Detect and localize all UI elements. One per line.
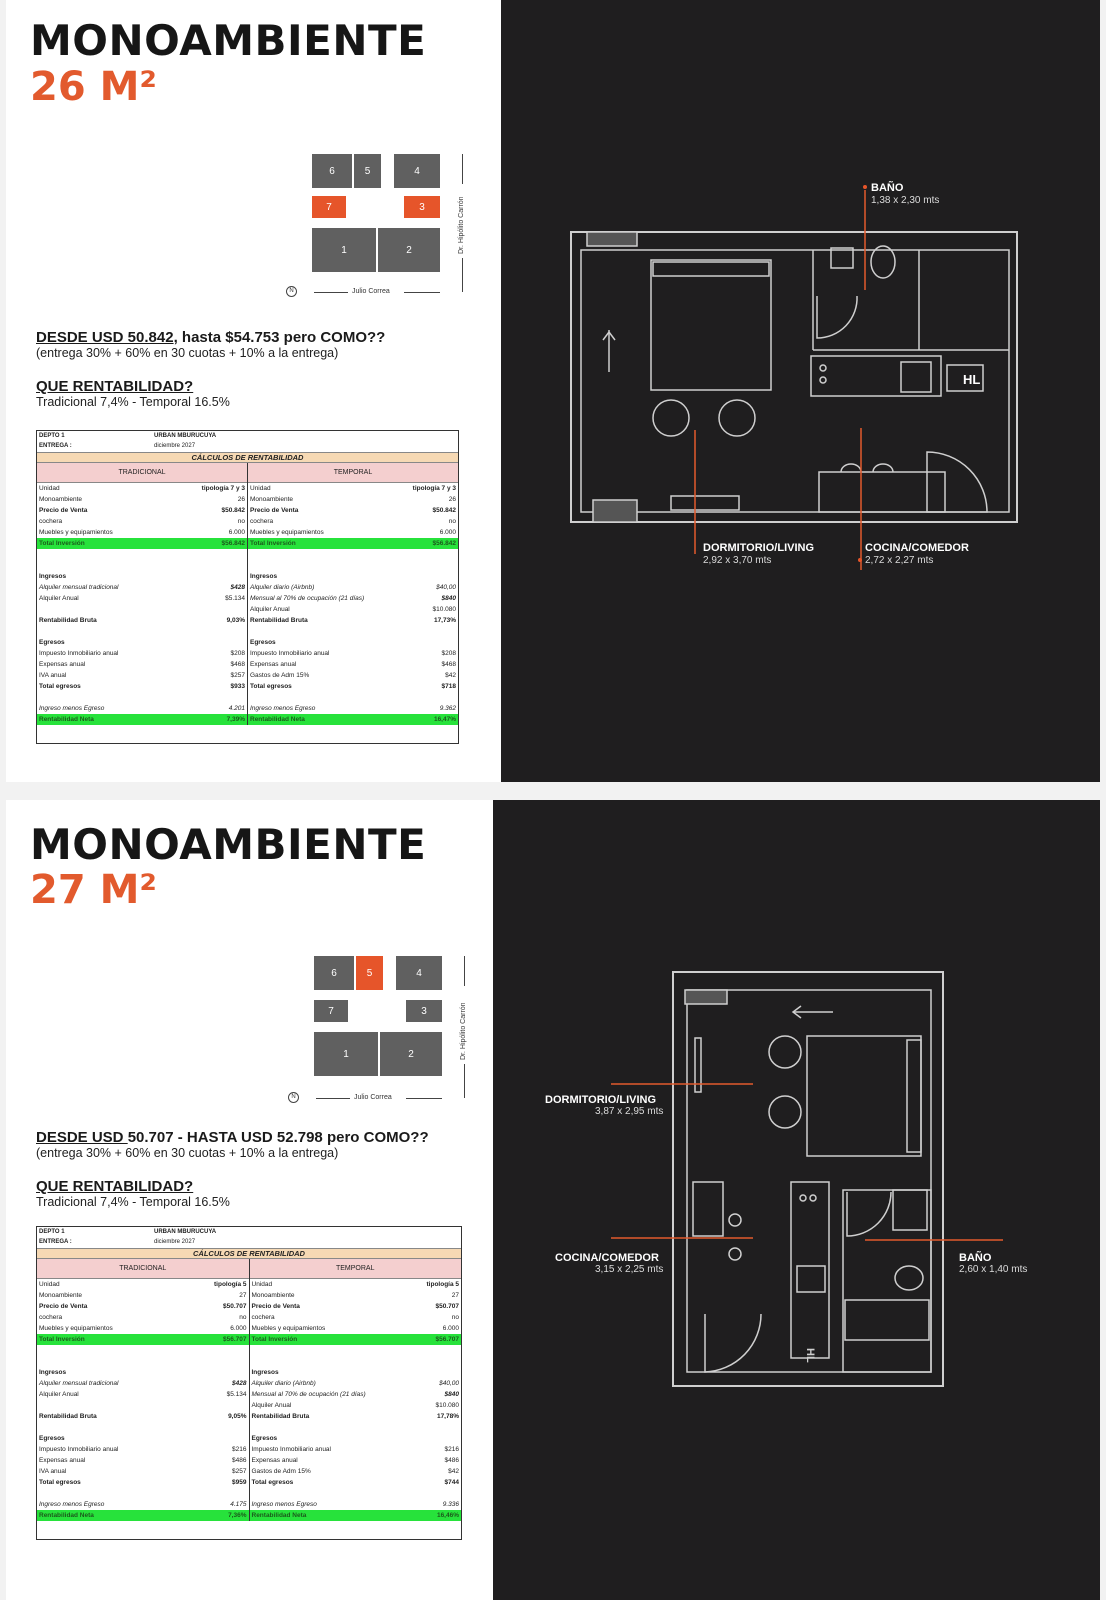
- price-to: , hasta $54.753 pero COMO??: [173, 329, 386, 346]
- table-row: Egresos: [39, 639, 65, 646]
- table-row: Total egresos $959: [39, 1479, 247, 1486]
- block-3-highlight: 3: [404, 196, 440, 218]
- table-row: Impuesto Inmobiliario anual $208: [250, 650, 456, 657]
- delivery-date: diciembre 2027: [154, 1239, 196, 1245]
- table-row: Ingreso menos Egreso 9.362: [250, 705, 456, 712]
- cocina-label: COCINA/COMEDOR: [865, 542, 969, 554]
- table-row: Impuesto Inmobiliario anual $216: [251, 1446, 459, 1453]
- table-row: IVA anual $257: [39, 1468, 247, 1475]
- table-row: Alquiler Anual $5.134: [39, 1391, 247, 1398]
- key-plan: [286, 950, 486, 1110]
- net-return-row: Rentabilidad Neta 7,39%: [39, 716, 245, 723]
- delivery-date: diciembre 2027: [154, 443, 196, 449]
- block-2: 2: [380, 1032, 442, 1076]
- block-6: 6: [314, 956, 354, 990]
- table-row: Ingresos: [251, 1369, 279, 1376]
- table-row: Egresos: [39, 1435, 65, 1442]
- traditional-header: TRADICIONAL: [37, 463, 247, 483]
- floorplan-drawing: [501, 0, 1100, 782]
- street-line-right: [406, 1098, 442, 1099]
- project-name: URBAN MBURUCUYA: [154, 433, 217, 439]
- street-bottom: Julio Correa: [352, 288, 390, 295]
- profitability-heading: QUE RENTABILIDAD?: [36, 1178, 194, 1195]
- block-5: 5: [354, 154, 381, 188]
- table-row: Alquiler mensual tradicional $428: [39, 1380, 247, 1387]
- table-row: Egresos: [250, 639, 276, 646]
- table-row: Alquiler diario (Airbnb) $40,00: [250, 584, 456, 591]
- block-1: 1: [312, 228, 376, 272]
- traditional-column: [37, 1259, 249, 1521]
- block-4: 4: [396, 956, 442, 990]
- street-side: Dr. Hipólito Carrón: [458, 196, 465, 254]
- living-dim: 3,87 x 2,95 mts: [595, 1106, 664, 1117]
- area-label: 26 M²: [30, 64, 157, 110]
- table-row: Ingresos: [39, 573, 67, 580]
- table-row: Expensas anual $486: [39, 1457, 247, 1464]
- block-7: 7: [314, 1000, 348, 1022]
- entrega-label: ENTREGA :: [39, 443, 72, 449]
- table-row: Unidad tipología 5: [251, 1281, 459, 1288]
- table-row: Mensual al 70% de ocupación (21 días) $840: [250, 595, 456, 602]
- table-header: [37, 1227, 461, 1249]
- entrega-label: ENTREGA :: [39, 1239, 72, 1245]
- table-row: Rentabilidad Bruta 9,03%: [39, 617, 245, 624]
- total-investment-row: Total Inversión $56.842: [250, 540, 456, 547]
- table-row: Total egresos $718: [250, 683, 456, 690]
- table-row: Gastos de Adm 15% $42: [251, 1468, 459, 1475]
- table-row: Alquiler Anual $10.080: [251, 1402, 459, 1409]
- table-row: Ingreso menos Egreso 4.175: [39, 1501, 247, 1508]
- block-1: 1: [314, 1032, 378, 1076]
- cocina-dim: 2,72 x 2,27 mts: [865, 555, 934, 566]
- table-row: Precio de Venta $50.707: [39, 1303, 247, 1310]
- table-row: Impuesto Inmobiliario anual $208: [39, 650, 245, 657]
- table-row: Alquiler diario (Airbnb) $40,00: [251, 1380, 459, 1387]
- table-row: Egresos: [251, 1435, 278, 1442]
- table-row: Rentabilidad Bruta 9,05%: [39, 1413, 247, 1420]
- table-row: Monoambiente 26: [250, 496, 456, 503]
- bano-label: BAÑO: [959, 1252, 992, 1264]
- table-row: Total egresos $744: [251, 1479, 459, 1486]
- table-row: Impuesto Inmobiliario anual $216: [39, 1446, 247, 1453]
- area-label: 27 M²: [30, 867, 157, 913]
- street-vline-top: [464, 956, 465, 986]
- table-header: [37, 431, 458, 453]
- table-row: Alquiler Anual $5.134: [39, 595, 245, 602]
- bano-dim: 2,60 x 1,40 mts: [959, 1264, 1028, 1275]
- cocina-label: COCINA/COMEDOR: [555, 1252, 659, 1264]
- hl-label: HL: [804, 1348, 816, 1363]
- table-row: cochera no: [250, 518, 456, 525]
- block-2: 2: [378, 228, 440, 272]
- table-row: Monoambiente 27: [251, 1292, 459, 1299]
- table-row: Muebles y equipamientos 6.000: [39, 529, 245, 536]
- cocina-marker: [858, 558, 862, 562]
- floorplan-area: [493, 800, 1100, 1600]
- table-row: Alquiler mensual tradicional $428: [39, 584, 245, 591]
- table-row: Precio de Venta $50.707: [251, 1303, 459, 1310]
- profitability-values: Tradicional 7,4% - Temporal 16.5%: [36, 1195, 230, 1209]
- table-row: cochera no: [39, 518, 245, 525]
- table-row: Muebles y equipamientos 6.000: [39, 1325, 247, 1332]
- profitability-heading: QUE RENTABILIDAD?: [36, 378, 194, 395]
- total-investment-row: Total Inversión $56.842: [39, 540, 245, 547]
- north-icon: N: [286, 286, 297, 297]
- table-row: Rentabilidad Bruta 17,73%: [250, 617, 456, 624]
- living-dim: 2,92 x 3,70 mts: [703, 555, 772, 566]
- table-row: Ingreso menos Egreso 9.336: [251, 1501, 459, 1508]
- profitability-values: Tradicional 7,4% - Temporal 16.5%: [36, 395, 230, 409]
- project-name: URBAN MBURUCUYA: [154, 1229, 217, 1235]
- profitability-table: [36, 1226, 462, 1540]
- cocina-dim: 3,15 x 2,25 mts: [595, 1264, 664, 1275]
- calc-title: CÁLCULOS DE RENTABILIDAD: [37, 453, 458, 463]
- page-title: MONOAMBIENTE: [30, 16, 427, 65]
- table-row: Alquiler Anual $10.080: [250, 606, 456, 613]
- street-vline-bottom: [464, 1064, 465, 1098]
- net-return-row: Rentabilidad Neta 16,47%: [250, 716, 456, 723]
- block-5-highlight: 5: [356, 956, 383, 990]
- depto-label: DEPTO 1: [39, 433, 65, 439]
- info-column: [6, 0, 501, 782]
- temporal-header: TEMPORAL: [250, 1259, 462, 1279]
- table-row: cochera no: [251, 1314, 459, 1321]
- street-vline-top: [462, 154, 463, 184]
- page-title: MONOAMBIENTE: [30, 820, 427, 869]
- table-row: Muebles y equipamientos 6.000: [250, 529, 456, 536]
- temporal-column: [247, 463, 458, 725]
- info-column: [6, 800, 493, 1600]
- street-line-right: [404, 292, 440, 293]
- living-label: DORMITORIO/LIVING: [703, 542, 815, 554]
- street-bottom: Julio Correa: [354, 1094, 392, 1101]
- table-row: Muebles y equipamientos 6.000: [251, 1325, 459, 1332]
- table-row: Ingresos: [250, 573, 278, 580]
- street-line-left: [316, 1098, 350, 1099]
- living-label: DORMITORIO/LIVING: [545, 1094, 657, 1106]
- table-row: Precio de Venta $50.842: [250, 507, 456, 514]
- floorplan-area: [501, 0, 1100, 782]
- table-row: IVA anual $257: [39, 672, 245, 679]
- listing-panel-27m2: [6, 800, 1100, 1600]
- listing-panel-26m2: [6, 0, 1100, 782]
- table-row: Expensas anual $468: [39, 661, 245, 668]
- block-6: 6: [312, 154, 352, 188]
- payment-terms: (entrega 30% + 60% en 30 cuotas + 10% a la entrega): [36, 346, 339, 360]
- bano-dim: 1,38 x 2,30 mts: [871, 195, 940, 206]
- temporal-column: [249, 1259, 462, 1521]
- table-row: Ingresos: [39, 1369, 67, 1376]
- table-row: Expensas anual $468: [250, 661, 456, 668]
- table-row: Monoambiente 26: [39, 496, 245, 503]
- traditional-column: [37, 463, 247, 725]
- price-range: [36, 329, 385, 346]
- table-row: Gastos de Adm 15% $42: [250, 672, 456, 679]
- payment-terms: (entrega 30% + 60% en 30 cuotas + 10% a la entrega): [36, 1146, 339, 1160]
- temporal-header: TEMPORAL: [248, 463, 458, 483]
- table-row: Unidad tipología 7 y 3: [250, 485, 456, 492]
- profitability-table: [36, 430, 459, 744]
- depto-label: DEPTO 1: [39, 1229, 65, 1235]
- calc-title: CÁLCULOS DE RENTABILIDAD: [37, 1249, 461, 1259]
- street-line-left: [314, 292, 348, 293]
- table-row: Monoambiente 27: [39, 1292, 247, 1299]
- table-row: cochera no: [39, 1314, 247, 1321]
- street-side: Dr. Hipólito Carrón: [460, 1002, 467, 1060]
- price-from: DESDE USD: [36, 1129, 128, 1146]
- street-vline-bottom: [462, 258, 463, 292]
- traditional-header: TRADICIONAL: [37, 1259, 249, 1279]
- north-icon: N: [288, 1092, 299, 1103]
- block-4: 4: [394, 154, 440, 188]
- price-from: DESDE USD 50.842: [36, 329, 174, 346]
- table-row: Mensual al 70% de ocupación (21 días) $840: [251, 1391, 459, 1398]
- floorplan-drawing: [493, 800, 1100, 1600]
- total-investment-row: Total Inversión $56.707: [39, 1336, 247, 1343]
- block-7-highlight: 7: [312, 196, 346, 218]
- table-row: Precio de Venta $50.842: [39, 507, 245, 514]
- net-return-row: Rentabilidad Neta 16,46%: [251, 1512, 459, 1519]
- net-return-row: Rentabilidad Neta 7,36%: [39, 1512, 247, 1519]
- table-row: Unidad tipología 7 y 3: [39, 485, 245, 492]
- bano-marker: [863, 185, 867, 189]
- block-3: 3: [406, 1000, 442, 1022]
- table-row: Rentabilidad Bruta 17,78%: [251, 1413, 459, 1420]
- bano-label: BAÑO: [871, 182, 904, 194]
- price-to: 50.707 - HASTA USD 52.798 pero COMO??: [127, 1129, 429, 1146]
- hl-label: HL: [963, 372, 981, 387]
- table-row: Unidad tipología 5: [39, 1281, 247, 1288]
- table-row: Ingreso menos Egreso 4.201: [39, 705, 245, 712]
- total-investment-row: Total Inversión $56.707: [251, 1336, 459, 1343]
- table-row: Expensas anual $486: [251, 1457, 459, 1464]
- table-row: Total egresos $933: [39, 683, 245, 690]
- price-range: [36, 1129, 429, 1146]
- key-plan: [284, 148, 484, 308]
